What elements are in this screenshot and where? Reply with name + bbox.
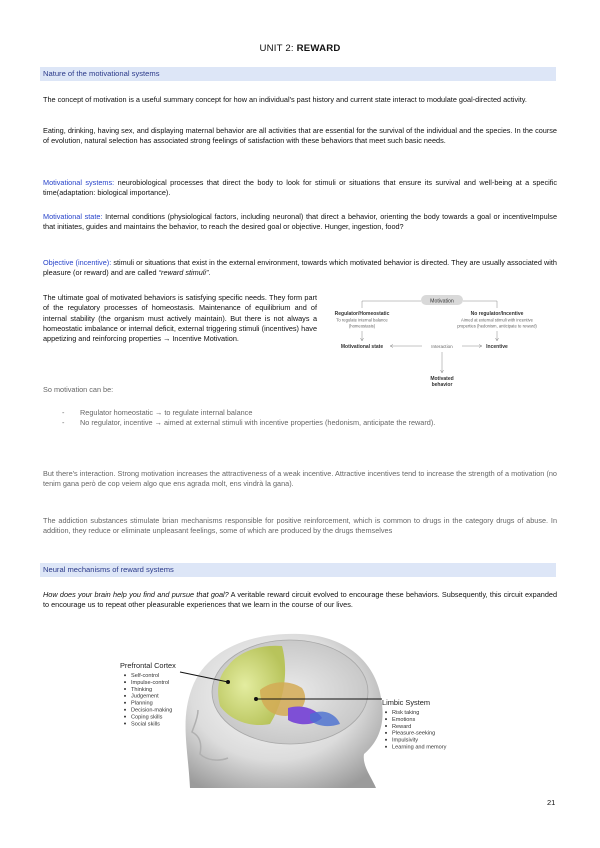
unit-title <box>0 43 600 54</box>
arrow-to-noregulator <box>463 301 497 308</box>
limbic-pointer-dot <box>254 697 258 701</box>
unit-name: REWARD <box>296 43 341 54</box>
regulator-sub1: To regulate internal balance <box>336 317 388 323</box>
def-motivational-state: Internal conditions (physiological factors, including neuronal) that direct a behavior, orienting the body towards a goal or incentiveImpulse that initiates, guides and maintains the behavior, to reach the desired goal or objective. Hunger, ingestion, food? <box>43 212 557 232</box>
pfc-bullet <box>124 695 126 697</box>
paragraph-reward-circuit <box>43 590 557 611</box>
paragraph-motivational-systems <box>43 178 557 199</box>
list-item: - No regulator, incentive → aimed at external stimuli with incentive properties (hedonism, anticipate the reward). <box>62 418 556 428</box>
list-item: - Regulator homeostatic → to regulate internal balance <box>62 408 312 418</box>
term-motivational-systems: Motivational systems: <box>43 178 115 187</box>
section-heading-neural: Neural mechanisms of reward systems <box>40 563 556 577</box>
limbic-item: Risk taking <box>392 710 420 716</box>
pfc-bullet <box>124 702 126 704</box>
limbic-bullet <box>385 746 387 748</box>
pfc-list <box>124 673 172 727</box>
noregulator-sub1: Aimed at external stimuli with incentive <box>461 317 533 323</box>
limbic-bullet <box>385 718 387 720</box>
pfc-item: Self-control <box>131 673 160 679</box>
pfc-bullet <box>124 681 126 683</box>
incentive-node: Incentive <box>486 344 508 350</box>
section-heading-motivational: Nature of the motivational systems <box>40 67 556 81</box>
brain-illustration <box>110 628 500 788</box>
unit-prefix: UNIT 2: <box>259 43 297 54</box>
pfc-bullet <box>124 723 126 725</box>
term-objective: Objective (incentive): <box>43 258 112 267</box>
pfc-bullet <box>124 688 126 690</box>
pfc-item: Planning <box>131 700 153 707</box>
def-motivational-systems: neurobiological processes that direct the body to look for stimuli or situations that ensure its survival and well-being at a specific time(adaptation: biological importance). <box>43 178 558 198</box>
paragraph-concept: The concept of motivation is a useful summary concept for how an individual's past history and current state interact to modulate goal-directed activity. <box>43 95 527 104</box>
noregulator-sub2: properties (hedonism, anticipate te reward) <box>457 323 537 329</box>
motivated-behavior-line1: Motivated <box>430 376 454 382</box>
limbic-list <box>385 710 447 751</box>
pfc-item: Judgement <box>131 693 159 700</box>
pfc-pointer-dot <box>226 680 230 684</box>
limbic-item: Learning and memory <box>392 744 447 751</box>
paragraph-motivational-state <box>43 212 557 233</box>
reward-circuit-text: A veritable reward circuit evolved to encourage these behaviors. Subsequently, this circuit expanded to encourage us to repeat other pleasurable experiences that we learn in the course of our lives. <box>43 590 558 610</box>
pfc-bullet <box>124 674 126 676</box>
paragraph-so-motivation: So motivation can be: <box>43 385 114 394</box>
reward-question: How does your brain help you find and pursue that goal? <box>43 590 229 599</box>
arrow-to-regulator <box>362 301 421 308</box>
limbic-bullet <box>385 732 387 734</box>
motivation-label: Motivation <box>430 298 454 305</box>
pfc-item: Impulse-control <box>131 679 170 686</box>
regulator-title: Regulator/Homeostatic <box>334 311 390 317</box>
paragraph-addiction: The addiction substances stimulate brian mechanisms responsible for positive reinforcement, which is common to drugs in the category drugs of abuse. In addition, they reduce or eliminate unpleasant feelings, some of which are produced by the drugs themselves <box>43 516 557 536</box>
limbic-bullet <box>385 739 387 741</box>
pfc-bullet <box>124 716 126 718</box>
pfc-item: Social skills <box>131 721 160 728</box>
limbic-item: Pleasure-seeking <box>392 730 436 737</box>
term-motivational-state: Motivational state: <box>43 212 103 221</box>
limbic-bullet <box>385 711 387 713</box>
motivational-state-node: Motivational state <box>340 344 384 350</box>
def-objective-end: . <box>208 268 211 278</box>
pfc-item: Coping skills <box>131 714 163 721</box>
page-number: 21 <box>547 798 556 807</box>
paragraph-activities: Eating, drinking, having sex, and displaying maternal behavior are all activities that are essential for the survival of the individual and the species. In the course of evolution, natural selection has associated strong feelings of satisfaction with these behaviors that meet such basic needs. <box>43 126 557 146</box>
paragraph-objective <box>43 258 557 279</box>
limbic-title: Limbic System <box>382 698 431 707</box>
limbic-item: Impulsivity <box>392 737 419 744</box>
limbic-item: Reward <box>392 723 412 730</box>
pfc-item: Decision-making <box>131 707 173 714</box>
pfc-item: Thinking <box>131 686 153 693</box>
def-objective: stimuli or situations that exist in the external environment, towards which motivated behavior is directed. They are usually associated with pleasure (or reward) and are called <box>43 258 557 278</box>
paragraph-ultimate-goal: The ultimate goal of motivated behaviors is satisfying specific needs. They form part of the regulatory processes of homeostasis. Maintenance of equilibrium and of internal stability (the organism must actively maintain). But there is not always a homeostatic imbalance or internal deficit, external triggering stimuli (incentives) have appetizing and reinforcing properties → Incentive Motivation. <box>43 293 317 344</box>
limbic-item: Emotions <box>392 716 416 723</box>
motivation-types-list <box>62 408 556 429</box>
noregulator-title: No regulator/Incentive <box>470 311 524 317</box>
pfc-bullet <box>124 709 126 711</box>
motivated-behavior-line2: behavior <box>431 382 453 388</box>
motivation-diagram <box>322 292 558 402</box>
reward-stimuli-quote: “reward stimuli” <box>158 268 209 278</box>
pfc-title: Prefrontal Cortex <box>120 661 176 670</box>
regulator-sub2: (homeostasis) <box>348 323 376 329</box>
paragraph-interaction: But there's interaction. Strong motivation increases the attractiveness of a weak incentive. Attractive incentives tend to increase the strength of a motivation (no tenim gana però de cop veiem algo que ens agrada molt, ens vindrà la gana). <box>43 469 557 489</box>
interaction-label: Interaction <box>431 344 453 349</box>
limbic-bullet <box>385 725 387 727</box>
